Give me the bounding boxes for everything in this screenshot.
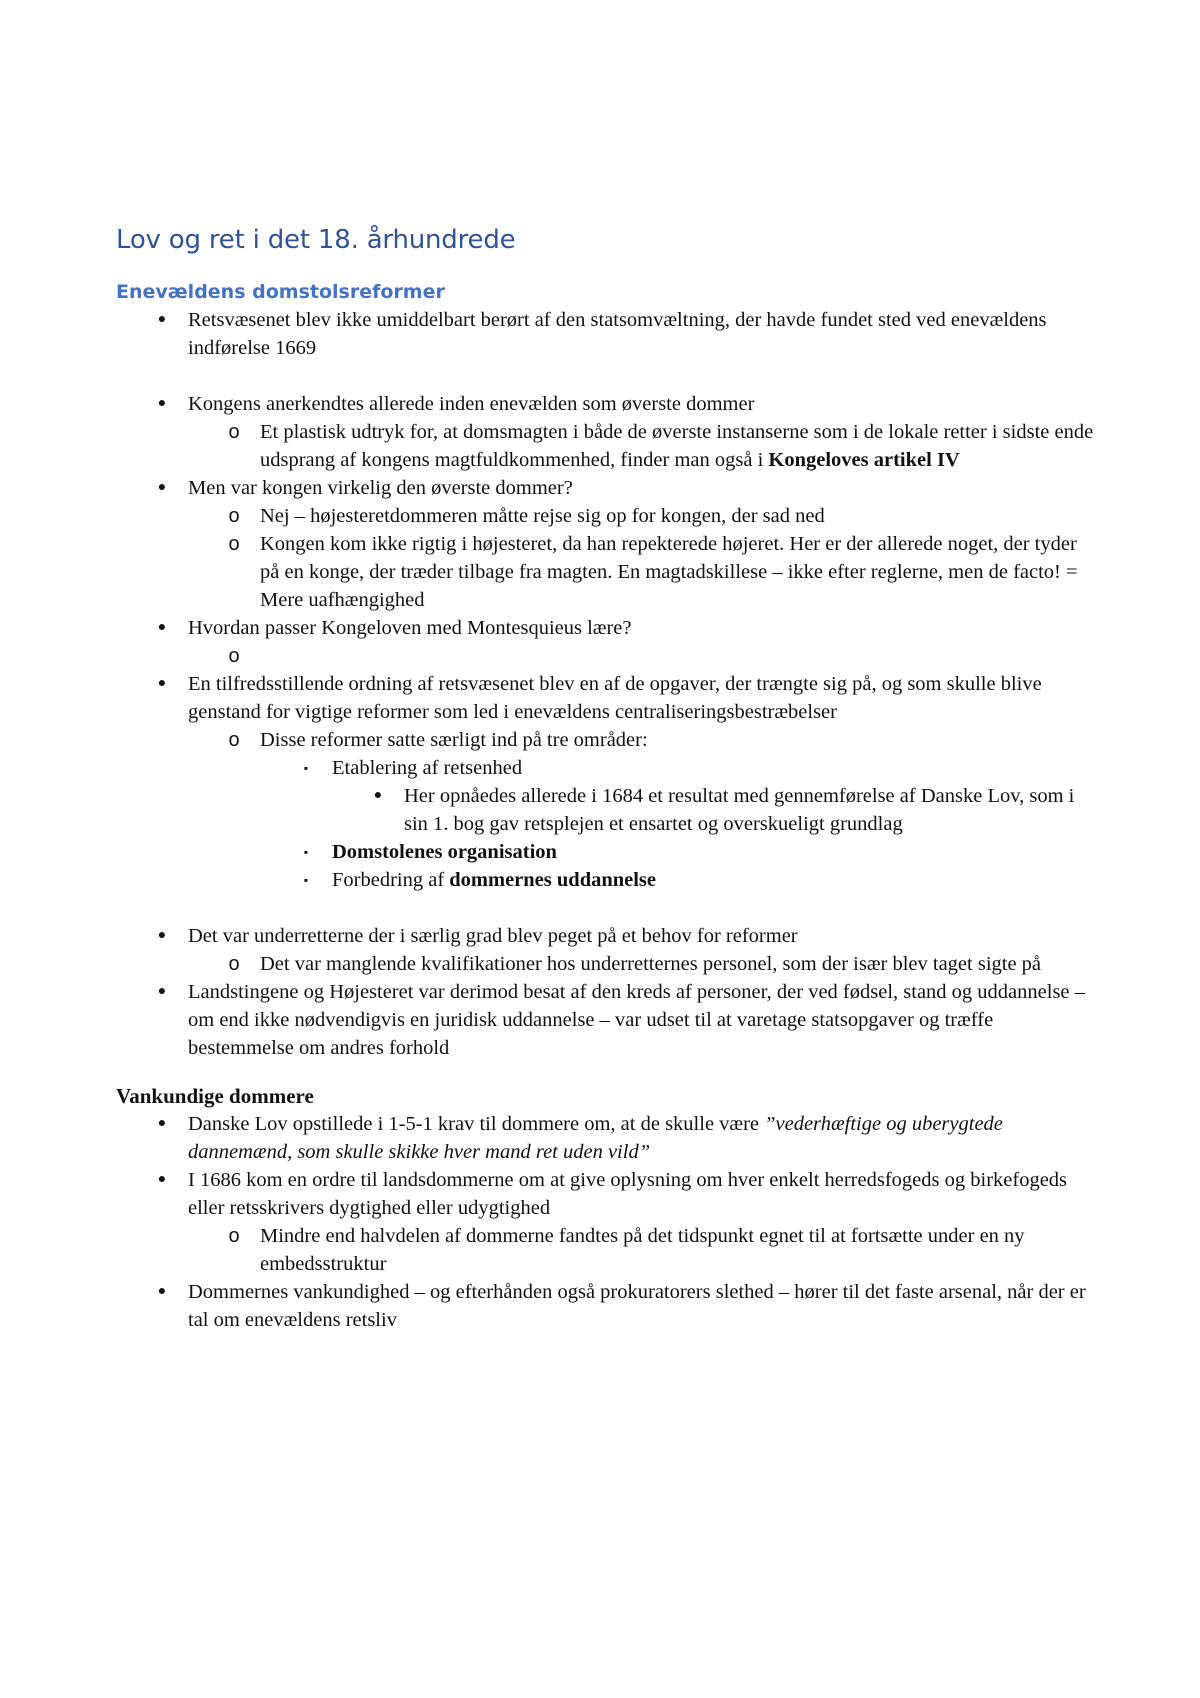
list-item-text: I 1686 kom en ordre til landsdommerne om at give oplysning om hver enkelt herredsfogeds og birkefogeds eller retsskrivers dygtighed eller udygtighed — [188, 1169, 1068, 1219]
list-item — [116, 1222, 1096, 1278]
list-item-text: Det var underretterne der i særlig grad blev peget på et behov for reformer — [188, 925, 798, 947]
list-item — [116, 782, 1096, 838]
bullet-marker: ● — [157, 620, 167, 635]
list-item — [116, 922, 1096, 950]
list-item — [116, 474, 1096, 502]
list-item — [116, 502, 1096, 530]
list-item — [116, 306, 1096, 362]
list-item-text: Kongen kom ikke rigtig i højesteret, da han repekterede højeret. Her er der allerede noget, der tyder på en konge, der træder tilbage fra magten. En magtadskillese – ikke efter reglerne, men de facto! = Mere uafhængighed — [260, 533, 1078, 611]
list-item-text: Nej – højesteretdommeren måtte rejse sig op for kongen, der sad ned — [260, 505, 825, 527]
bullet-marker: ● — [157, 928, 167, 943]
bullet-marker: ● — [157, 1172, 167, 1187]
list-item — [116, 1278, 1096, 1334]
blank-line — [116, 894, 1096, 922]
list-item-text: Disse reformer satte særligt ind på tre områder: — [260, 729, 648, 751]
circle-marker: o — [228, 421, 240, 443]
list-item — [116, 670, 1096, 726]
list-item-text: Forbedring af — [332, 869, 450, 891]
circle-marker: o — [228, 533, 240, 555]
bullet-marker: ● — [157, 1284, 167, 1299]
list-item — [116, 866, 1096, 894]
section-heading-vankundige-dommere: Vankundige dommere — [116, 1084, 314, 1108]
list-item — [116, 1166, 1096, 1222]
circle-marker: o — [228, 505, 240, 527]
bullet-marker: ● — [157, 480, 167, 495]
bullet-marker: ● — [157, 1116, 167, 1131]
list-item-text: Hvordan passer Kongeloven med Montesquieus lære? — [188, 617, 632, 639]
list-item — [116, 726, 1096, 754]
document-body — [116, 222, 1096, 1334]
list-item — [116, 418, 1096, 474]
bullet-marker: ● — [157, 984, 167, 999]
list-item — [116, 838, 1096, 866]
list-item-italic-quote: ”vederhæftige og uberygtede dannemænd, som skulle skikke hver mand ret uden vild” — [188, 1113, 1003, 1163]
list-item-text: Kongens anerkendtes allerede inden enevælden som øverste dommer — [188, 393, 755, 415]
list-item — [116, 614, 1096, 642]
list-item — [116, 390, 1096, 418]
list-item — [116, 978, 1096, 1062]
list-item — [116, 530, 1096, 614]
section-gap — [116, 1062, 1096, 1082]
list-item-bold-text: Domstolenes organisation — [332, 841, 557, 863]
list-item-text: Her opnåedes allerede i 1684 et resultat med gennemførelse af Danske Lov, som i sin 1. bog gav retsplejen et ensartet og overskueligt grundlag — [404, 785, 1075, 835]
list-item-text: Retsvæsenet blev ikke umiddelbart berørt af den statsomvæltning, der havde fundet sted ved enevældens indførelse 1669 — [188, 309, 1047, 359]
list-item-text: Etablering af retsenhed — [332, 757, 523, 779]
list-item-text: Landstingene og Højesteret var derimod besat af den kreds af personer, der ved fødsel, stand og uddannelse – om end ikke nødvendigvis en juridisk uddannelse – var udset til at varetage statsopgaver og træffe bestemmelse om andres forhold — [188, 981, 1085, 1059]
list-item-text: Men var kongen virkelig den øverste dommer? — [188, 477, 573, 499]
square-marker: ▪ — [303, 873, 309, 887]
list-item-text: Mindre end halvdelen af dommerne fandtes på det tidspunkt egnet til at fortsætte under en ny embedsstruktur — [260, 1225, 1025, 1275]
circle-marker: o — [228, 729, 240, 751]
list-item-text: Det var manglende kvalifikationer hos underretternes personel, som der især blev taget sigte på — [260, 953, 1042, 975]
list-item-text: Danske Lov opstillede i 1-5-1 krav til dommere om, at de skulle være — [188, 1113, 765, 1135]
list-item-text — [260, 645, 265, 667]
list-item — [116, 754, 1096, 782]
page-title: Lov og ret i det 18. århundrede — [116, 225, 516, 255]
list-item-text: En tilfredsstillende ordning af retsvæsenet blev en af de opgaver, der trængte sig på, og som skulle blive genstand for vigtige reformer som led i enevældens centraliseringsbestræbelser — [188, 673, 1042, 723]
list-item-bold-text: Kongeloves artikel IV — [768, 449, 960, 471]
bullet-marker: ● — [373, 788, 383, 803]
list-item — [116, 1110, 1096, 1166]
list-item-bold-text: dommernes uddannelse — [449, 869, 657, 891]
section-heading-domstolsreformer: Enevældens domstolsreformer — [116, 281, 445, 303]
list-item-empty — [116, 642, 1096, 670]
list-item — [116, 950, 1096, 978]
circle-marker: o — [228, 645, 240, 667]
blank-line — [116, 362, 1096, 390]
bullet-marker: ● — [157, 676, 167, 691]
list-item-text: Dommernes vankundighed – og efterhånden også prokuratorers slethed – hører til det faste arsenal, når der er tal om enevældens retsliv — [188, 1281, 1086, 1331]
list-item-text: Et plastisk udtryk for, at domsmagten i både de øverste instanserne som i de lokale retter i sidste ende udsprang af kongens magtfuldkommenhed, finder man også i — [260, 421, 1094, 471]
bullet-marker: ● — [157, 396, 167, 411]
square-marker: ▪ — [303, 845, 309, 859]
circle-marker: o — [228, 1225, 240, 1247]
bullet-marker: ● — [157, 312, 167, 327]
square-marker: ▪ — [303, 761, 309, 775]
circle-marker: o — [228, 953, 240, 975]
